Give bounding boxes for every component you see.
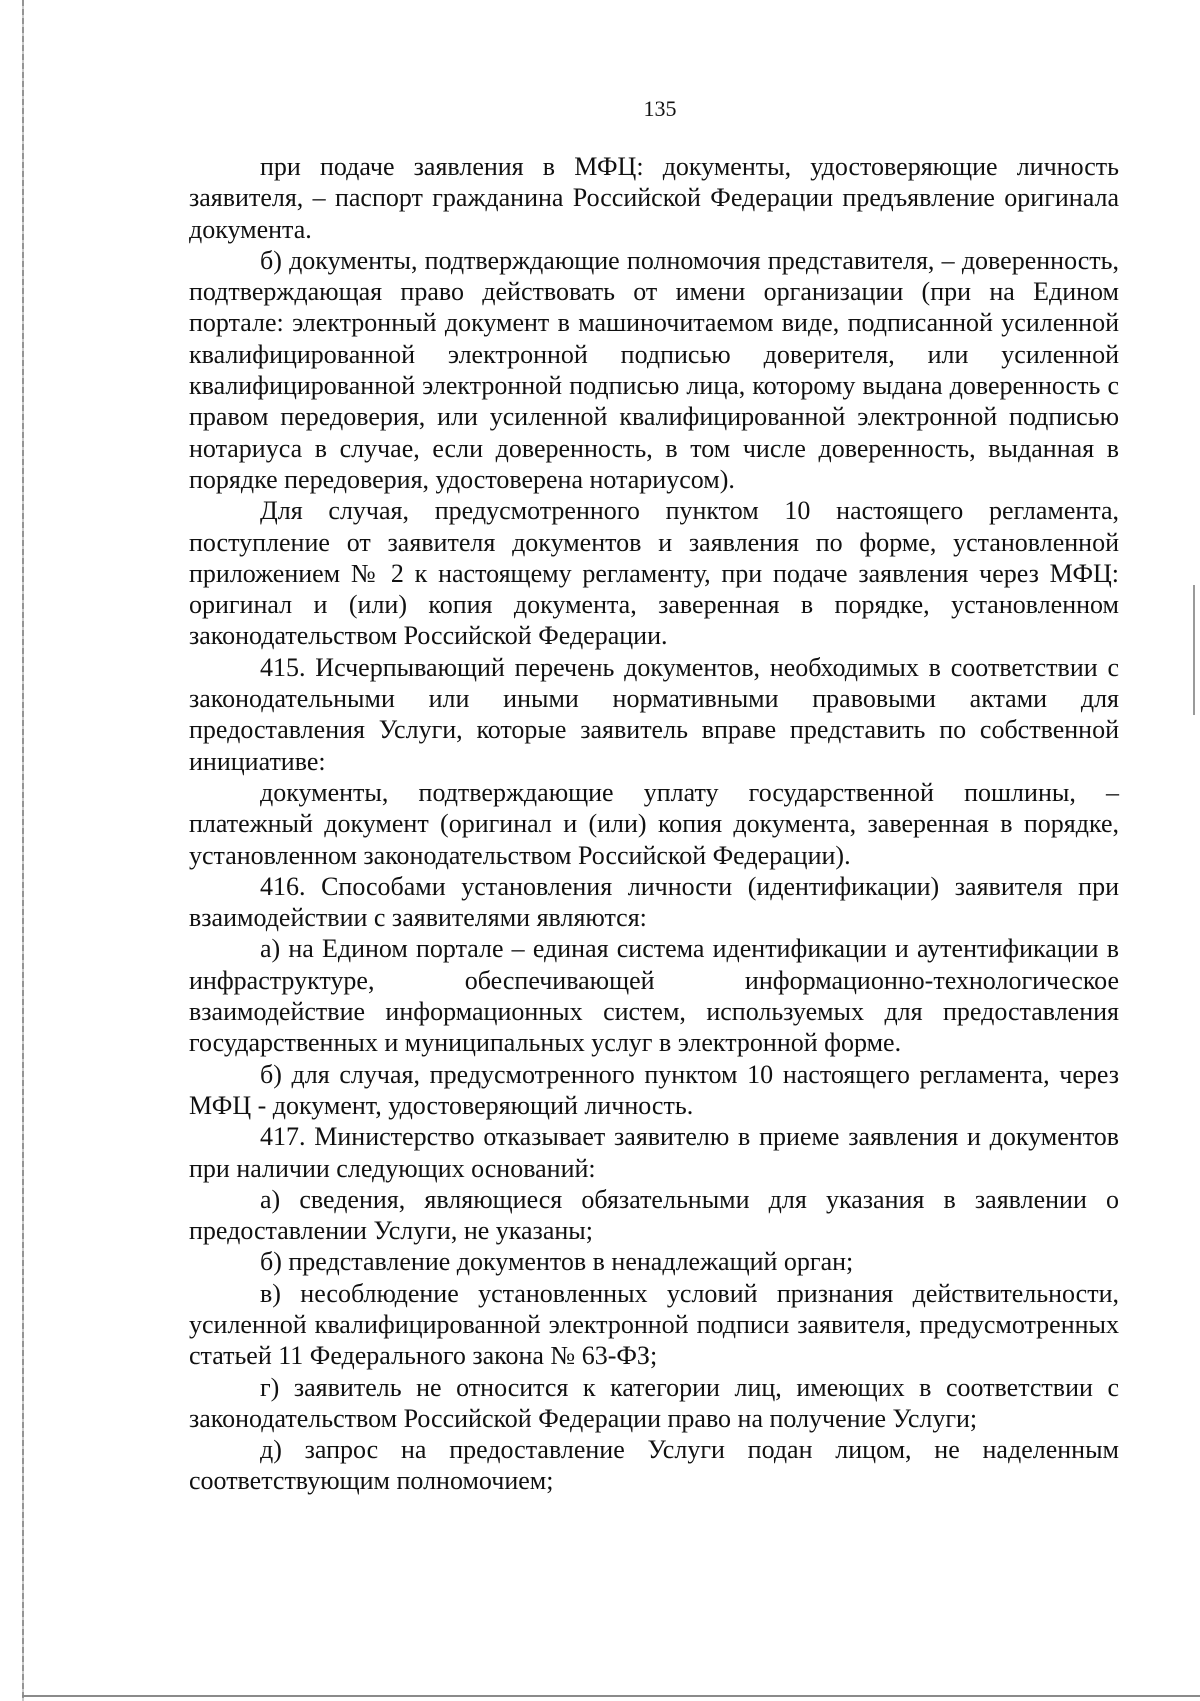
scan-border-left bbox=[22, 0, 24, 1701]
document-body bbox=[189, 151, 1119, 1497]
scan-border-bottom bbox=[22, 1695, 1200, 1697]
paragraph-415: 415. Исчерпывающий перечень документов, необходимых в соответствии с законодательными или иными нормативными правовыми актами для предоставления Услуги, которые заявитель вправе представить по собственной инициативе: bbox=[189, 652, 1119, 776]
paragraph-417-b: б) представление документов в ненадлежащий орган; bbox=[260, 1247, 854, 1277]
paragraph-mfc-documents: при подаче заявления в МФЦ: документы, удостоверяющие личность заявителя, – паспорт гражданина Российской Федерации предъявление оригинала документа. bbox=[189, 152, 1119, 244]
paragraph-state-duty: документы, подтверждающие уплату государственной пошлины, – платежный документ (оригинал и (или) копия документа, заверенная в порядке, установленном законодательством Российской Федерации). bbox=[189, 777, 1119, 870]
page-number: 135 bbox=[643, 96, 677, 121]
paragraph-417: 417. Министерство отказывает заявителю в приеме заявления и документов при наличии следующих оснований: bbox=[189, 1122, 1119, 1183]
paragraph-case-item-10: Для случая, предусмотренного пунктом 10 настоящего регламента, поступление от заявителя документов и заявления по форме, установленной приложением № 2 к настоящему регламенту, при подаче заявления через МФЦ: оригинал и (или) копия документа, заверенная в порядке, установленном законодательством Российской Федерации. bbox=[189, 496, 1119, 651]
paragraph-417-d: д) запрос на предоставление Услуги подан лицом, не наделенным соответствующим полномочием; bbox=[189, 1435, 1119, 1496]
paragraph-416-b: б) для случая, предусмотренного пунктом 10 настоящего регламента, через МФЦ - документ, удостоверяющий личность. bbox=[189, 1059, 1119, 1120]
paragraph-416-a: а) на Едином портале – единая система идентификации и аутентификации в инфраструктуре, обеспечивающей информационно-технологическое взаимодействие информационных систем, используемых для предоставления государственных и муниципальных услуг в электронной форме. bbox=[189, 934, 1119, 1058]
paragraph-417-g: г) заявитель не относится к категории лиц, имеющих в соответствии с законодательством Российской Федерации право на получение Услуги; bbox=[189, 1372, 1119, 1433]
paragraph-416: 416. Способами установления личности (идентификации) заявителя при взаимодействии с заявителями являются: bbox=[189, 871, 1119, 933]
paragraph-representative-documents: б) документы, подтверждающие полномочия представителя, – доверенность, подтверждающая право действовать от имени организации (при на Едином портале: электронный документ в машиночитаемом виде, подписанной усиленной квалифицированной электронной подписью доверителя, или усиленной квалифицированной электронной подписью лица, которому выдана доверенность с правом передоверия, или усиленной квалифицированной электронной подписью нотариуса в случае, если доверенность, в том числе доверенность, выданная в порядке передоверия, удостоверена нотариусом). bbox=[189, 245, 1119, 494]
paragraph-417-v: в) несоблюдение установленных условий признания действительности, усиленной квалифицированной электронной подписи заявителя, предусмотренных статьей 11 Федерального закона № 63-ФЗ; bbox=[189, 1278, 1119, 1371]
paragraph-417-a: а) сведения, являющиеся обязательными для указания в заявлении о предоставлении Услуги, не указаны; bbox=[189, 1184, 1119, 1246]
scan-mark-right bbox=[1193, 585, 1195, 715]
